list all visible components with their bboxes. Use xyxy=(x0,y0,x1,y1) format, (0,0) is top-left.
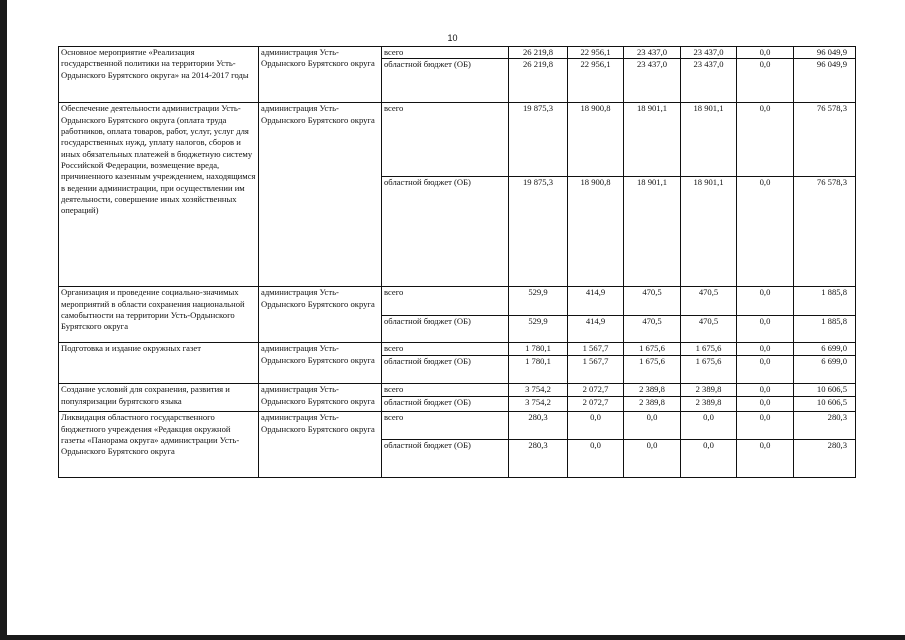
scan-edge-bottom xyxy=(0,635,905,640)
year-value-cell: 470,5 xyxy=(681,287,737,316)
year-value-cell: 0,0 xyxy=(681,412,737,440)
year-value-cell: 280,3 xyxy=(509,412,568,440)
year-value-cell: 18 901,1 xyxy=(624,177,681,287)
budget-table xyxy=(58,46,856,478)
year-value-cell: 2 389,8 xyxy=(624,384,681,397)
executor-cell: администрация Усть-Ордынского Бурятского округа xyxy=(259,287,382,343)
activity-name-cell: Основное мероприятие «Реализация государственной политики на территории Усть-Ордынского Бурятского округа» на 2014-2017 годы xyxy=(59,47,259,103)
total-value-cell: 280,3 xyxy=(794,412,856,440)
year-value-cell: 0,0 xyxy=(737,103,794,177)
year-value-cell: 26 219,8 xyxy=(509,47,568,59)
executor-cell: администрация Усть-Ордынского Бурятского округа xyxy=(259,412,382,478)
year-value-cell: 470,5 xyxy=(624,287,681,316)
year-value-cell: 2 072,7 xyxy=(568,397,624,412)
year-value-cell: 2 389,8 xyxy=(681,397,737,412)
year-value-cell: 0,0 xyxy=(737,316,794,343)
year-value-cell: 0,0 xyxy=(737,343,794,356)
year-value-cell: 529,9 xyxy=(509,316,568,343)
total-value-cell: 6 699,0 xyxy=(794,356,856,384)
year-value-cell: 280,3 xyxy=(509,440,568,478)
table-row xyxy=(59,343,856,356)
year-value-cell: 18 901,1 xyxy=(681,177,737,287)
year-value-cell: 1 675,6 xyxy=(681,356,737,384)
year-value-cell: 0,0 xyxy=(737,177,794,287)
funding-source-cell: всего xyxy=(382,47,509,59)
year-value-cell: 2 072,7 xyxy=(568,384,624,397)
year-value-cell: 1 675,6 xyxy=(624,343,681,356)
total-value-cell: 96 049,9 xyxy=(794,59,856,103)
year-value-cell: 3 754,2 xyxy=(509,384,568,397)
year-value-cell: 18 901,1 xyxy=(624,103,681,177)
year-value-cell: 18 900,8 xyxy=(568,103,624,177)
year-value-cell: 529,9 xyxy=(509,287,568,316)
activity-name-cell: Ликвидация областного государственного бюджетного учреждения «Редакция окружной газеты «Панорама округа» администрации Усть-Ордынского Бурятского округа xyxy=(59,412,259,478)
year-value-cell: 470,5 xyxy=(681,316,737,343)
executor-cell: администрация Усть-Ордынского Бурятского округа xyxy=(259,103,382,287)
funding-source-cell: всего xyxy=(382,103,509,177)
year-value-cell: 1 567,7 xyxy=(568,356,624,384)
scan-edge-left xyxy=(0,0,7,640)
table-row xyxy=(59,384,856,397)
total-value-cell: 76 578,3 xyxy=(794,103,856,177)
activity-name-cell: Создание условий для сохранения, развития и популяризации бурятского языка xyxy=(59,384,259,412)
year-value-cell: 23 437,0 xyxy=(681,47,737,59)
year-value-cell: 1 780,1 xyxy=(509,356,568,384)
year-value-cell: 0,0 xyxy=(737,397,794,412)
funding-source-cell: областной бюджет (ОБ) xyxy=(382,440,509,478)
year-value-cell: 22 956,1 xyxy=(568,59,624,103)
year-value-cell: 23 437,0 xyxy=(681,59,737,103)
funding-source-cell: областной бюджет (ОБ) xyxy=(382,177,509,287)
funding-source-cell: всего xyxy=(382,287,509,316)
year-value-cell: 18 901,1 xyxy=(681,103,737,177)
year-value-cell: 1 780,1 xyxy=(509,343,568,356)
year-value-cell: 0,0 xyxy=(737,384,794,397)
year-value-cell: 414,9 xyxy=(568,316,624,343)
year-value-cell: 0,0 xyxy=(624,440,681,478)
year-value-cell: 1 675,6 xyxy=(681,343,737,356)
year-value-cell: 470,5 xyxy=(624,316,681,343)
year-value-cell: 3 754,2 xyxy=(509,397,568,412)
year-value-cell: 2 389,8 xyxy=(624,397,681,412)
year-value-cell: 0,0 xyxy=(681,440,737,478)
table-row xyxy=(59,287,856,316)
year-value-cell: 19 875,3 xyxy=(509,177,568,287)
year-value-cell: 0,0 xyxy=(737,287,794,316)
year-value-cell: 1 567,7 xyxy=(568,343,624,356)
year-value-cell: 23 437,0 xyxy=(624,47,681,59)
total-value-cell: 76 578,3 xyxy=(794,177,856,287)
activity-name-cell: Обеспечение деятельности администрации Усть-Ордынского Бурятского округа (оплата труда работников, оплата товаров, работ, услуг, услуг для государственных нужд, уплату налогов, сборов и иных обязательных платежей в бюджетную систему Российской Федерации, возмещение вреда, причиненного казенным учреждением, находящимся в ведении администрации, при осуществлении им деятельности, совершение иных хозяйственных операций) xyxy=(59,103,259,287)
year-value-cell: 0,0 xyxy=(737,412,794,440)
year-value-cell: 0,0 xyxy=(737,47,794,59)
table-row xyxy=(59,47,856,59)
total-value-cell: 10 606,5 xyxy=(794,384,856,397)
year-value-cell: 0,0 xyxy=(737,59,794,103)
table-row xyxy=(59,412,856,440)
total-value-cell: 1 885,8 xyxy=(794,287,856,316)
funding-source-cell: областной бюджет (ОБ) xyxy=(382,356,509,384)
activity-name-cell: Организация и проведение социально-значимых мероприятий в области сохранения национальной самобытности на территории Усть-Ордынского Бурятского округа xyxy=(59,287,259,343)
year-value-cell: 2 389,8 xyxy=(681,384,737,397)
year-value-cell: 414,9 xyxy=(568,287,624,316)
year-value-cell: 26 219,8 xyxy=(509,59,568,103)
table-row xyxy=(59,103,856,177)
funding-source-cell: всего xyxy=(382,384,509,397)
page-number: 10 xyxy=(447,33,458,43)
funding-source-cell: областной бюджет (ОБ) xyxy=(382,397,509,412)
year-value-cell: 1 675,6 xyxy=(624,356,681,384)
total-value-cell: 1 885,8 xyxy=(794,316,856,343)
year-value-cell: 23 437,0 xyxy=(624,59,681,103)
year-value-cell: 0,0 xyxy=(737,440,794,478)
year-value-cell: 22 956,1 xyxy=(568,47,624,59)
executor-cell: администрация Усть-Ордынского Бурятского округа xyxy=(259,384,382,412)
funding-source-cell: всего xyxy=(382,343,509,356)
total-value-cell: 96 049,9 xyxy=(794,47,856,59)
year-value-cell: 0,0 xyxy=(568,412,624,440)
year-value-cell: 18 900,8 xyxy=(568,177,624,287)
year-value-cell: 0,0 xyxy=(624,412,681,440)
activity-name-cell: Подготовка и издание окружных газет xyxy=(59,343,259,384)
total-value-cell: 10 606,5 xyxy=(794,397,856,412)
year-value-cell: 19 875,3 xyxy=(509,103,568,177)
total-value-cell: 6 699,0 xyxy=(794,343,856,356)
year-value-cell: 0,0 xyxy=(568,440,624,478)
total-value-cell: 280,3 xyxy=(794,440,856,478)
funding-source-cell: областной бюджет (ОБ) xyxy=(382,316,509,343)
funding-source-cell: областной бюджет (ОБ) xyxy=(382,59,509,103)
executor-cell: администрация Усть-Ордынского Бурятского округа xyxy=(259,343,382,384)
year-value-cell: 0,0 xyxy=(737,356,794,384)
executor-cell: администрация Усть-Ордынского Бурятского округа xyxy=(259,47,382,103)
funding-source-cell: всего xyxy=(382,412,509,440)
